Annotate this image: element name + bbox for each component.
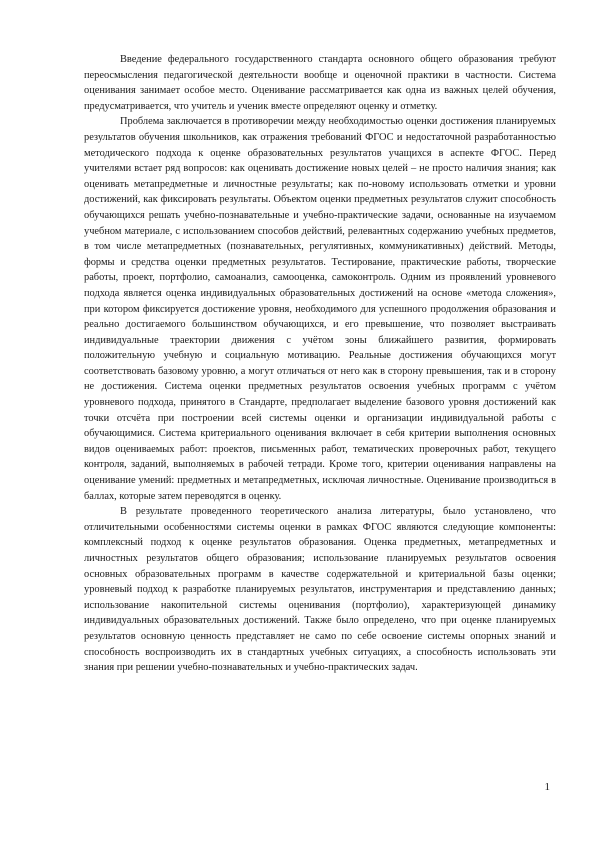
- paragraph-problem: Проблема заключается в противоречии между необходимостью оценки достижения планируемых результатов обучения школьников, как отражения требований ФГОС и недостаточной разработанностью методического подхода к оценке образовательных результатов учащихся в аспекте ФГОС. Перед учителями встает ряд вопросов: как оценивать достижение новых целей – не просто наличия знания; как оценивать метапредметные и личностные результаты; как по-новому использовать отметки и уровни достижений, как фиксировать результаты. Объектом оценки предметных результатов служит способность обучающихся решать учебно-познавательные и учебно-практические задачи, основанные на изучаемом учебном материале, с использованием способов действий, релевантных содержанию учебных предметов, в том числе метапредметных (познавательных, регулятивных, коммуникативных) действий. Методы, формы и средства оценки предметных результатов. Тестирование, практические работы, творческие работы, проект, портфолио, самоанализ, самооценка, самоконтроль. Одним из проявлений уровневого подхода является оценка индивидуальных образовательных достижений на основе «метода сложения», при котором фиксируется достижение уровня, необходимого для успешного продолжения образования и реально достигаемого большинством обучающихся, и его превышение, что позволяет выстраивать индивидуальные траектории движения с учётом зоны ближайшего развития, формировать положительную учебную и социальную мотивацию. Реальные достижения обучающихся могут соответствовать базовому уровню, а могут отличаться от него как в сторону превышения, так и в сторону не достижения. Система оценки предметных результатов освоения учебных программ с учётом уровневого подхода, принятого в Стандарте, предполагает выделение базового уровня достижений как точки отсчёта при построении всей системы оценки и организации индивидуальной работы с обучающимися. Система критериального оценивания включает в себя критерии выполнения основных видов оцениваемых работ: проектов, письменных работ, тематических проверочных работ, текущего контроля, заданий, выполняемых в рабочей тетради. Кроме того, критерии оценивания направлены на оценивание умений: предметных и метапредметных, исключая личностные. Оценивание производиться в баллах, которые затем переводятся в оценку.: [84, 116, 556, 502]
- paragraph-introduction: Введение федерального государственного стандарта основного общего образования требуют переосмысления педагогической деятельности вообще и оценочной практики в частности. Система оценивания занимает особое место. Оценивание рассматривается как одна из важных целей обучения, предусматривается, что учитель и ученик вместе определяют оценку и отметку.: [84, 54, 556, 112]
- paragraph-conclusion: В результате проведенного теоретического анализа литературы, было установлено, что отличительными особенностями системы оценки в рамках ФГОС являются следующие компоненты: комплексный подход к оценке результатов образования. Оценка предметных, метапредметных и личностных результатов общего образования; использование планируемых результатов освоения основных образовательных программ в качестве содержательной и критериальной базы оценки; уровневый подход к разработке планируемых результатов, инструментария и представлению данных; использование накопительной системы оценивания (портфолио), характеризующей динамику индивидуальных образовательных достижений. Также было определено, что при оценке планируемых результатов основную ценность представляет не само по себе освоение системы опорных знаний и способность воспроизводить их в стандартных учебных ситуациях, а способность использовать эти знания при решении учебно-познавательных и учебно-практических задач.: [84, 506, 556, 674]
- page-number: 1: [544, 781, 550, 793]
- document-body: [84, 52, 556, 676]
